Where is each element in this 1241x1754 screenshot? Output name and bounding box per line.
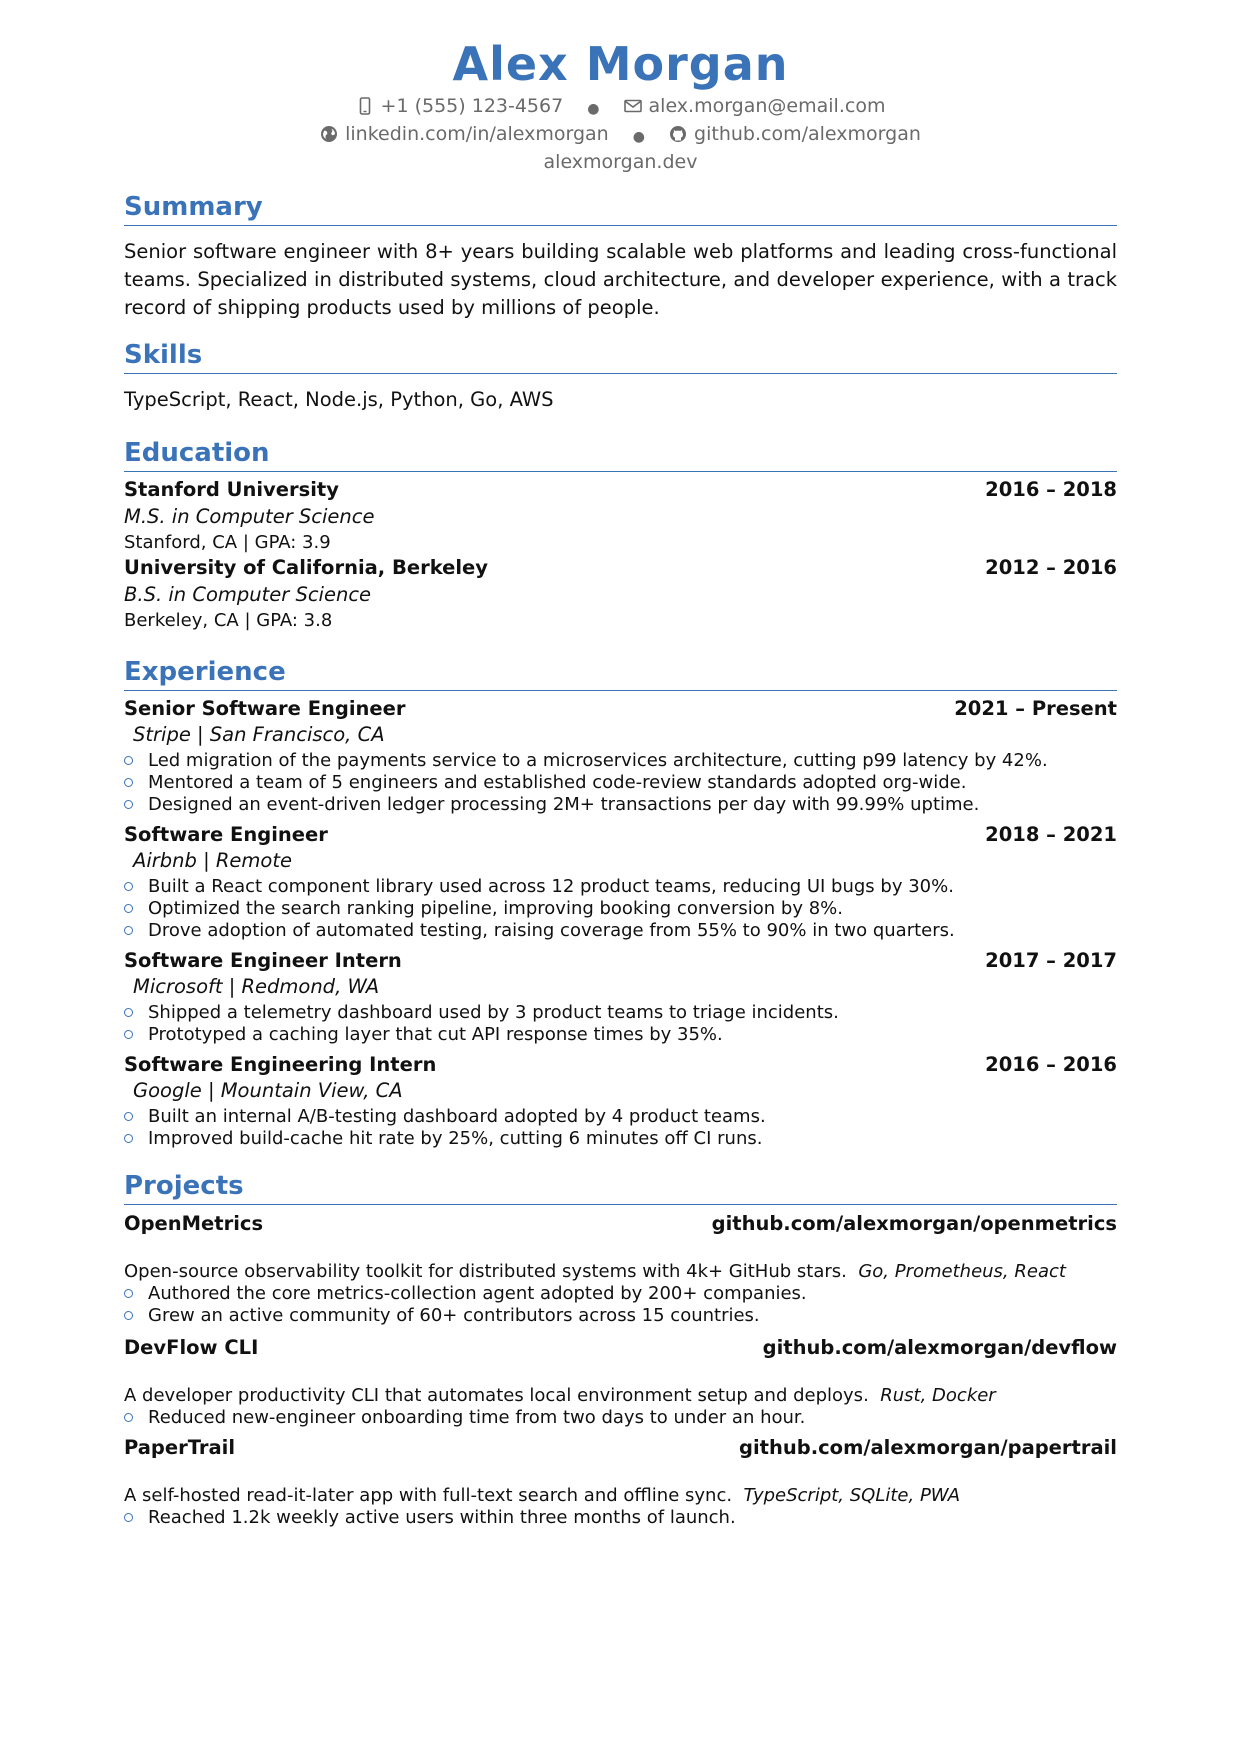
contact-line-2 (124, 122, 1117, 149)
job-title: Software Engineer (124, 823, 328, 846)
project-link[interactable]: github.com/alexmorgan/openmetrics (711, 1212, 1117, 1235)
education-entry (124, 555, 1117, 581)
job-header (124, 948, 1117, 974)
bullet-circle-icon (124, 1134, 133, 1143)
linkedin-link[interactable] (320, 122, 609, 146)
candidate-name: Alex Morgan (452, 37, 789, 91)
list-item: Shipped a telemetry dashboard used by 3 product teams to triage incidents. (124, 1001, 1117, 1025)
separator-dot: ● (587, 101, 600, 117)
linkedin-text: linkedin.com/in/alexmorgan (345, 123, 609, 145)
project-tech: Go, Prometheus, React (858, 1261, 1066, 1282)
job-dates: 2021 – Present (954, 697, 1117, 720)
education-dates: 2012 – 2016 (985, 556, 1117, 579)
project-name: PaperTrail (124, 1436, 236, 1459)
bullet-circle-icon (124, 1311, 133, 1320)
bullet-circle-icon (124, 1112, 133, 1121)
job-title: Software Engineering Intern (124, 1053, 437, 1076)
project-link[interactable]: github.com/alexmorgan/papertrail (739, 1436, 1117, 1459)
list-item: Optimized the search ranking pipeline, improving booking conversion by 8%. (124, 897, 1117, 921)
project-header (124, 1211, 1117, 1237)
bullet-circle-icon (124, 1008, 133, 1017)
list-item: Grew an active community of 60+ contributors across 15 countries. (124, 1304, 1117, 1328)
list-item: Mentored a team of 5 engineers and established code-review standards adopted org-wide. (124, 771, 1117, 795)
email-text: alex.morgan@email.com (648, 95, 886, 117)
website-link[interactable]: alexmorgan.dev (543, 151, 698, 173)
bullet-circle-icon (124, 1413, 133, 1422)
education-details: Stanford, CA | GPA: 3.9 (124, 532, 331, 553)
project-link[interactable]: github.com/alexmorgan/devflow (762, 1336, 1117, 1359)
bullet-circle-icon (124, 1030, 133, 1039)
list-item: Improved build-cache hit rate by 25%, cutting 6 minutes off CI runs. (124, 1127, 1117, 1151)
bullet-circle-icon (124, 800, 133, 809)
section-title-education: Education (124, 438, 1117, 472)
globe-icon (320, 125, 338, 143)
bullet-circle-icon (124, 904, 133, 913)
skills-text: TypeScript, React, Node.js, Python, Go, AWS (124, 388, 554, 411)
phone-contact[interactable] (356, 94, 564, 118)
project-name: DevFlow CLI (124, 1336, 259, 1359)
job-header (124, 696, 1117, 722)
github-icon (669, 125, 687, 143)
school-name: Stanford University (124, 478, 339, 501)
email-contact[interactable] (624, 94, 886, 118)
education-dates: 2016 – 2018 (985, 478, 1117, 501)
github-text: github.com/alexmorgan (694, 123, 921, 145)
contact-line-1 (124, 94, 1117, 121)
github-link[interactable] (669, 122, 921, 146)
job-company: Stripe | San Francisco, CA (133, 723, 385, 746)
job-header (124, 1052, 1117, 1078)
envelope-icon (624, 97, 642, 115)
list-item: Reduced new-engineer onboarding time from two days to under an hour. (124, 1406, 1117, 1430)
bullet-circle-icon (124, 756, 133, 765)
separator-dot: ● (632, 129, 645, 145)
project-header (124, 1335, 1117, 1361)
phone-text: +1 (555) 123-4567 (380, 95, 564, 117)
phone-icon (356, 97, 374, 115)
project-name: OpenMetrics (124, 1212, 264, 1235)
list-item: Authored the core metrics-collection agent adopted by 200+ companies. (124, 1282, 1117, 1306)
job-company: Microsoft | Redmond, WA (133, 975, 380, 998)
section-title-summary: Summary (124, 192, 1117, 226)
project-tech: TypeScript, SQLite, PWA (743, 1485, 961, 1506)
project-tech: Rust, Docker (880, 1385, 996, 1406)
bullet-circle-icon (124, 882, 133, 891)
list-item: Designed an event-driven ledger processing 2M+ transactions per day with 99.99% uptime. (124, 793, 1117, 817)
list-item: Led migration of the payments service to a microservices architecture, cutting p99 latency by 42%. (124, 749, 1117, 773)
list-item: Reached 1.2k weekly active users within three months of launch. (124, 1506, 1117, 1530)
job-title: Software Engineer Intern (124, 949, 402, 972)
job-dates: 2016 – 2016 (985, 1053, 1117, 1076)
project-description: A self-hosted read-it-later app with full-text search and offline sync. TypeScript, SQLite, PWA (124, 1485, 961, 1506)
project-description: A developer productivity CLI that automates local environment setup and deploys. Rust, Docker (124, 1385, 996, 1406)
project-description: Open-source observability toolkit for distributed systems with 4k+ GitHub stars. Go, Prometheus, React (124, 1261, 1066, 1282)
list-item: Built a React component library used across 12 product teams, reducing UI bugs by 30%. (124, 875, 1117, 899)
job-header (124, 822, 1117, 848)
education-details: Berkeley, CA | GPA: 3.8 (124, 610, 333, 631)
school-name: University of California, Berkeley (124, 556, 488, 579)
education-entry (124, 477, 1117, 503)
section-title-skills: Skills (124, 340, 1117, 374)
job-dates: 2017 – 2017 (985, 949, 1117, 972)
list-item: Prototyped a caching layer that cut API response times by 35%. (124, 1023, 1117, 1047)
bullet-circle-icon (124, 1289, 133, 1298)
job-title: Senior Software Engineer (124, 697, 406, 720)
job-dates: 2018 – 2021 (985, 823, 1117, 846)
list-item: Drove adoption of automated testing, raising coverage from 55% to 90% in two quarters. (124, 919, 1117, 943)
bullet-circle-icon (124, 926, 133, 935)
job-company: Google | Mountain View, CA (133, 1079, 403, 1102)
bullet-circle-icon (124, 778, 133, 787)
section-title-experience: Experience (124, 657, 1117, 691)
summary-text: Senior software engineer with 8+ years building scalable web platforms and leading cross-functional teams. Specialized in distributed systems, cloud architecture, and developer experience, with a track record of shipping products used by millions of people. (124, 240, 1117, 319)
bullet-circle-icon (124, 1513, 133, 1522)
degree: M.S. in Computer Science (124, 505, 375, 528)
project-header (124, 1435, 1117, 1461)
degree: B.S. in Computer Science (124, 583, 372, 606)
section-title-projects: Projects (124, 1171, 1117, 1205)
job-company: Airbnb | Remote (133, 849, 292, 872)
list-item: Built an internal A/B-testing dashboard adopted by 4 product teams. (124, 1105, 1117, 1129)
